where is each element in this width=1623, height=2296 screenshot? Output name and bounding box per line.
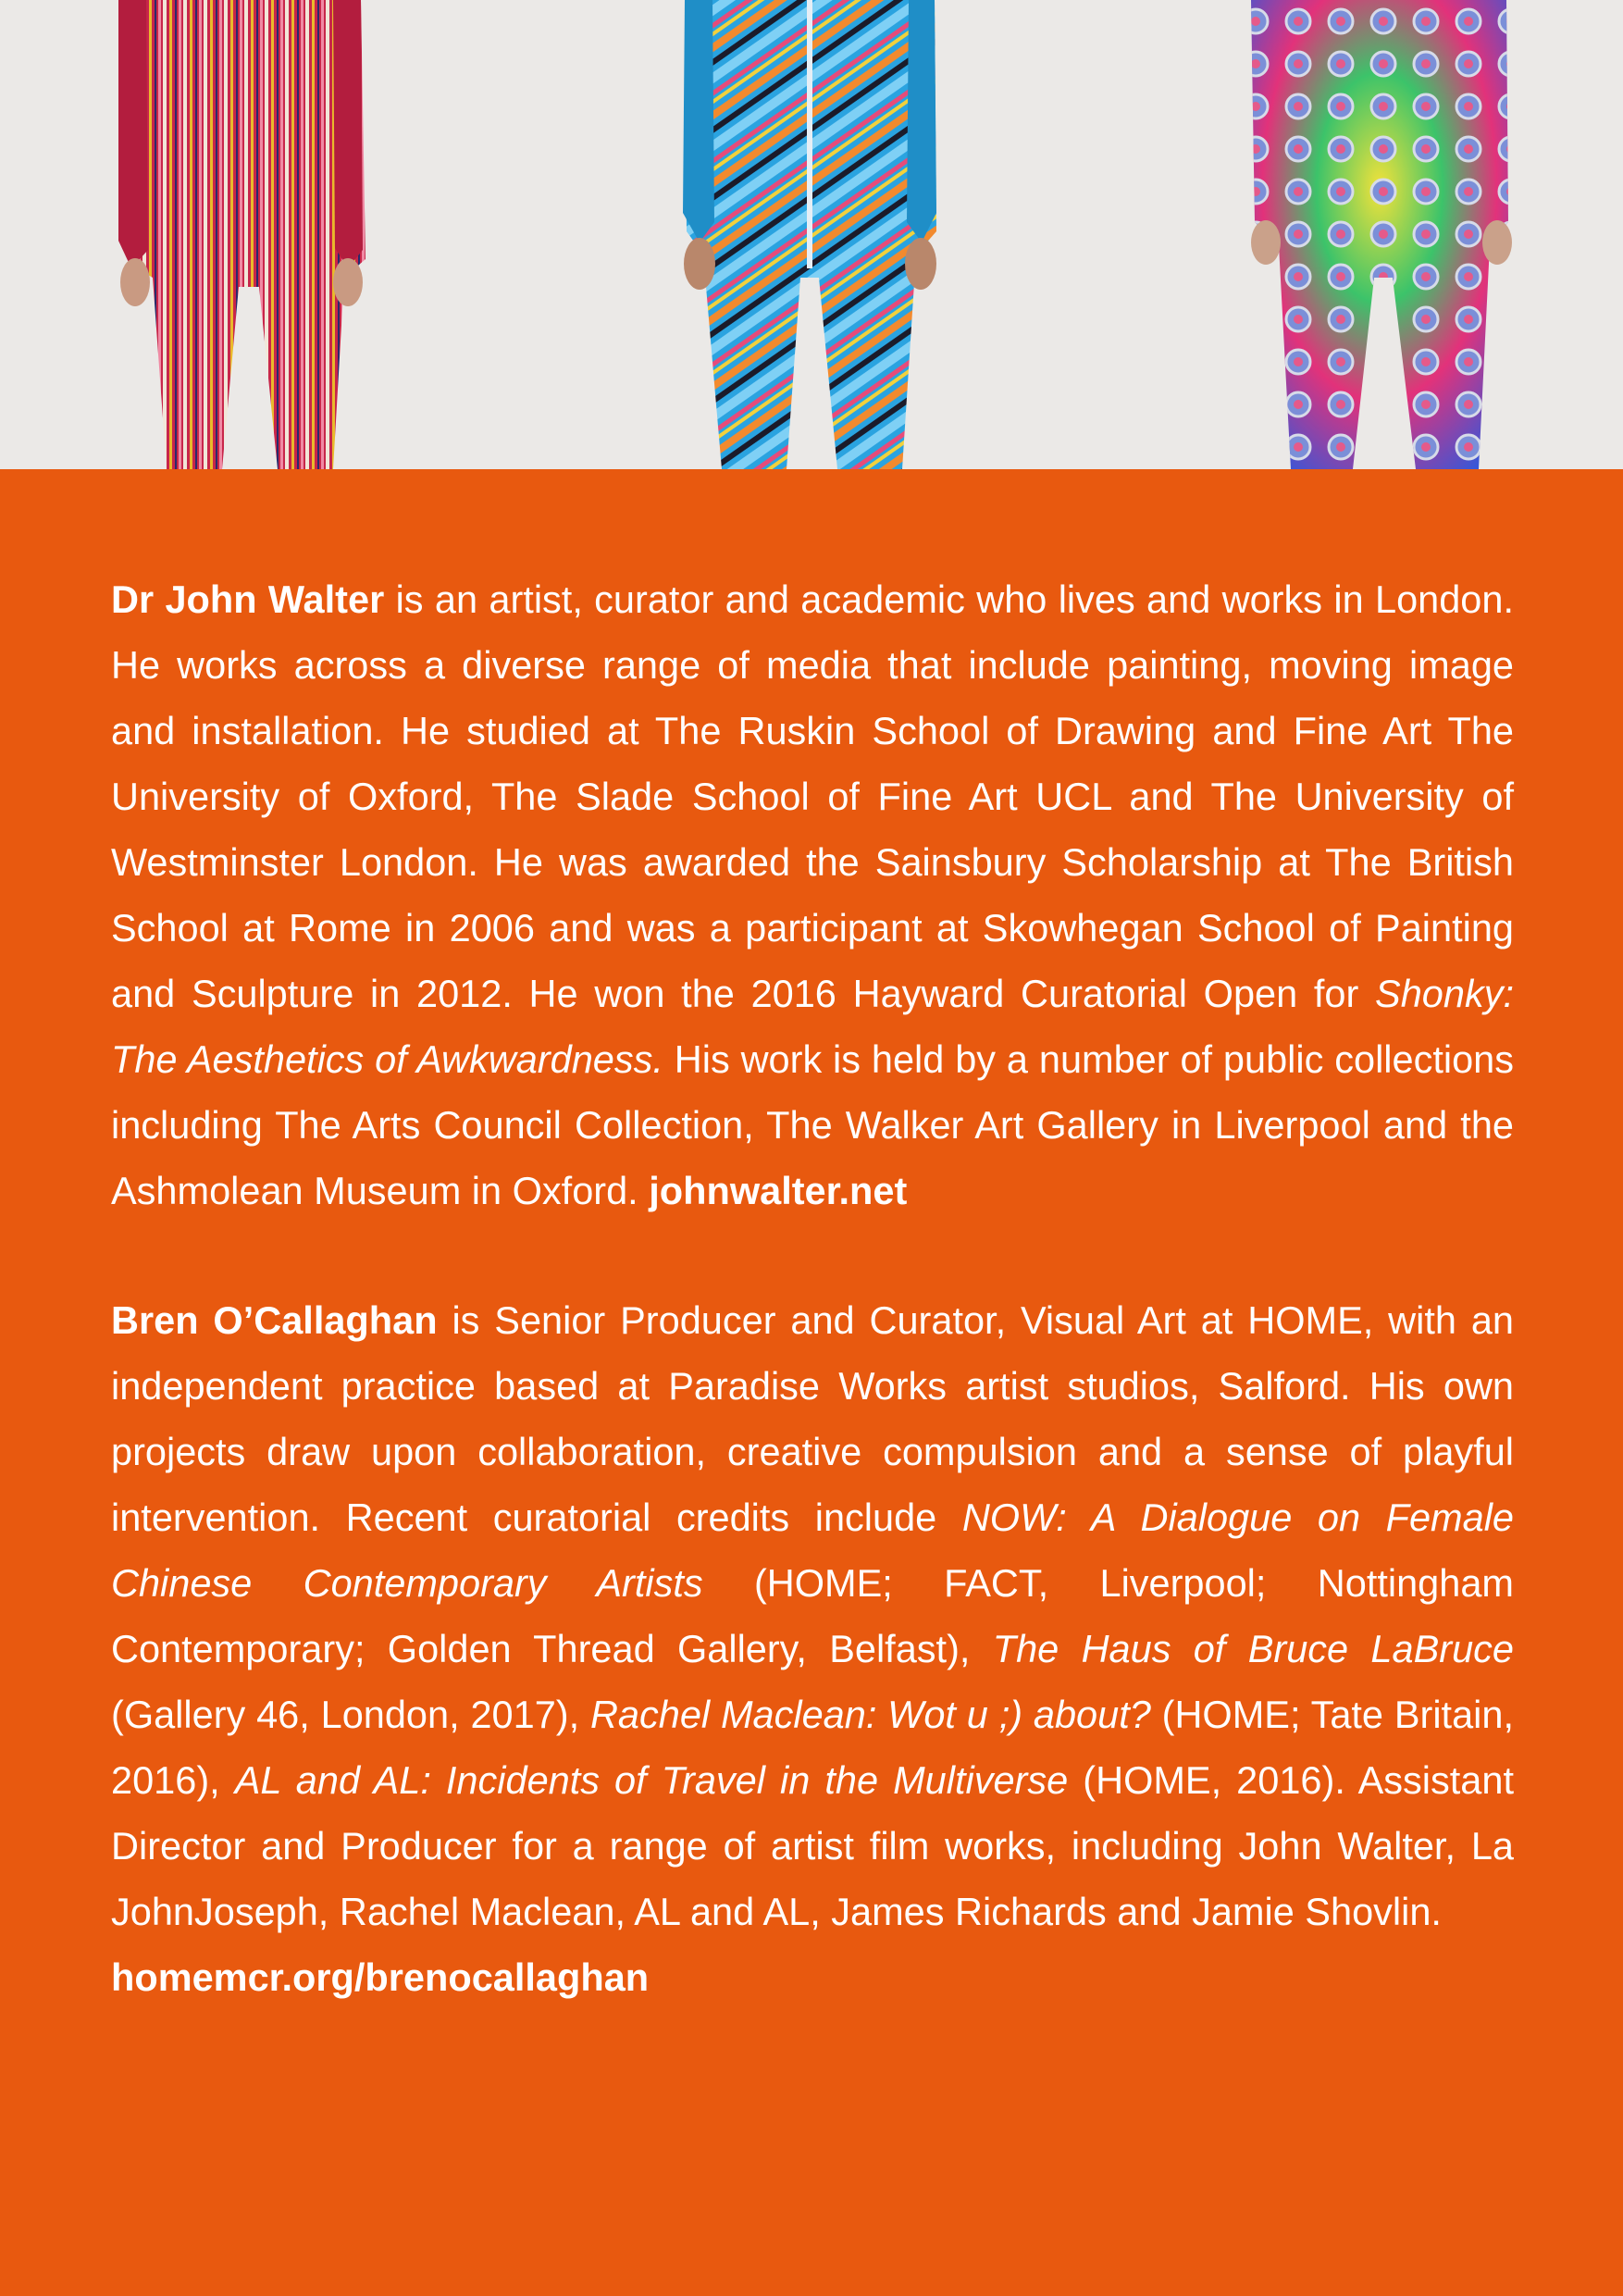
- bio-text: (HOME; FACT, Liverpool; Nottingham Contemporary; Golden Thread Gallery, Belfast),: [111, 1561, 1514, 1670]
- bio-bren-ocallaghan: [111, 1287, 1514, 2010]
- curatorial-credit: NOW: A Dialogue on Female Chinese Contemporary Artists: [111, 1496, 1514, 1605]
- bio-john-walter: [111, 566, 1514, 1223]
- curatorial-credit: AL and AL: Incidents of Travel in the Multiverse: [234, 1758, 1069, 1802]
- figure-left: [118, 0, 365, 469]
- bio-text: is an artist, curator and academic who lives and works in London. He works across a diverse range of media that include painting, moving image and installation. He studied at The Ruskin School of Drawing and Fine Art The University of Oxford, The Slade School of Fine Art UCL and The University of Westminster London. He was awarded the Sainsbury Scholarship at The British School at Rome in 2006 and was a participant at Skowhegan School of Painting and Sculpture in 2012. He won the 2016 Hayward Curatorial Open for: [111, 577, 1514, 1015]
- costume-photo: [0, 0, 1623, 469]
- bio-name: Bren O’Callaghan: [111, 1298, 438, 1342]
- figure-middle: [683, 0, 936, 469]
- bio-text: His work is held by a number of public collections including The Arts Council Collection, The Walker Art Gallery in Liverpool and the Ashmolean Museum in Oxford.: [111, 1037, 1514, 1212]
- exhibition-title: Shonky: The Aesthetics of Awkwardness.: [111, 972, 1514, 1081]
- curatorial-credit: Rachel Maclean: Wot u ;) about?: [589, 1693, 1151, 1736]
- biographies: [111, 566, 1514, 2010]
- costume-photo-illustration: [0, 0, 1623, 469]
- curatorial-credit: The Haus of Bruce LaBruce: [992, 1627, 1514, 1670]
- website-link[interactable]: homemcr.org/brenocallaghan: [111, 1955, 650, 1999]
- figure-right: [1251, 0, 1512, 469]
- bio-text: is Senior Producer and Curator, Visual Art at HOME, with an independent practice based at Paradise Works artist studios, Salford. His own projects draw upon collaboration, creative compulsion and a sense of playful intervention. Recent curatorial credits include: [111, 1298, 1514, 1539]
- bio-text: (HOME; Tate Britain, 2016),: [111, 1693, 1514, 1802]
- bio-text: (Gallery 46, London, 2017),: [111, 1693, 590, 1736]
- website-link[interactable]: johnwalter.net: [649, 1169, 908, 1212]
- bio-text: (HOME, 2016). Assistant Director and Producer for a range of artist film works, including John Walter, La JohnJoseph, Rachel Maclean, AL and AL, James Richards and Jamie Shovlin.: [111, 1758, 1514, 1933]
- bio-name: Dr John Walter: [111, 577, 385, 621]
